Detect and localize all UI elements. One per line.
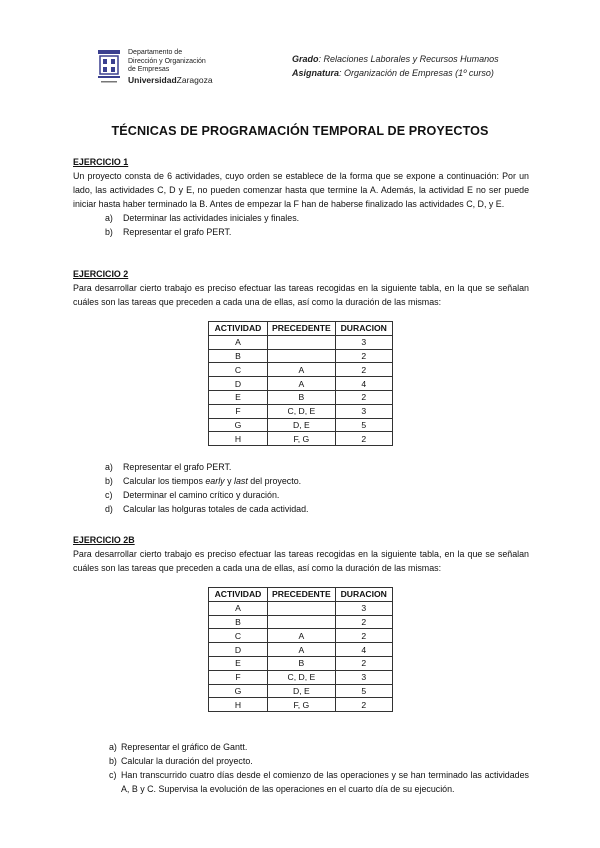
exercise-2b [73, 533, 529, 575]
table-row [209, 390, 393, 404]
column-header: DURACION [335, 588, 392, 602]
duration-cell: 2 [335, 629, 392, 643]
grado-line [292, 52, 499, 66]
duration-cell: 4 [335, 377, 392, 391]
table-row [209, 349, 393, 363]
dept-line: Departamento de [128, 49, 183, 56]
item-text-mid: y [224, 476, 234, 486]
duration-cell: 3 [335, 601, 392, 615]
item-letter: d) [105, 504, 113, 514]
precedent-cell: A [268, 363, 336, 377]
item-text: Representar el grafo PERT. [123, 227, 232, 237]
table-header-row [209, 588, 393, 602]
activity-cell: C [209, 363, 268, 377]
item-text: Han transcurrido cuatro días desde el comienzo de las operaciones y se han terminado las actividades A, B y C. Supervisa la evolución de las operaciones en el cuarto día de su ejecución. [121, 770, 529, 794]
precedent-cell: B [268, 656, 336, 670]
exercise-items [73, 740, 529, 796]
grado-label: Grado [292, 54, 319, 64]
exercise-2b-questions [73, 740, 529, 796]
activity-cell: F [209, 670, 268, 684]
activities-table [208, 587, 393, 712]
list-item [73, 211, 529, 225]
item-letter: a) [109, 742, 117, 752]
precedent-cell [268, 601, 336, 615]
precedent-cell: D, E [268, 684, 336, 698]
exercise-text: Un proyecto consta de 6 actividades, cuyo orden se establece de la forma que se expone a continuación: Por un lado, las actividades C, D y E, no pueden comenzar hasta que termine la A. Además, la actividad E no ser puede iniciar hasta haber terminado la B. Antes de empezar la F han de haberse finalizado las actividades C, D, y E. [73, 171, 529, 209]
duration-cell: 4 [335, 643, 392, 657]
activity-cell: A [209, 601, 268, 615]
asignatura-label: Asignatura [292, 68, 340, 78]
precedent-cell: A [268, 377, 336, 391]
item-text-pre: Calcular los tiempos [123, 476, 206, 486]
activity-cell: E [209, 656, 268, 670]
precedent-cell: A [268, 643, 336, 657]
exercise-heading: EJERCICIO 2B [73, 535, 135, 545]
university-crest-icon [96, 48, 122, 88]
item-text: Determinar el camino crítico y duración. [123, 490, 280, 500]
list-item [73, 768, 529, 796]
list-item [73, 754, 529, 768]
precedent-cell [268, 349, 336, 363]
activity-cell: D [209, 643, 268, 657]
exercise-1 [73, 155, 529, 239]
item-letter: c) [105, 490, 113, 500]
duration-cell: 2 [335, 656, 392, 670]
table-row [209, 684, 393, 698]
item-text: Calcular las holguras totales de cada actividad. [123, 504, 309, 514]
duration-cell: 2 [335, 349, 392, 363]
exercise-2 [73, 267, 529, 309]
item-text: Determinar las actividades iniciales y finales. [123, 213, 300, 223]
department-logo [96, 48, 213, 88]
activity-cell: B [209, 349, 268, 363]
table-row [209, 601, 393, 615]
precedent-cell: B [268, 390, 336, 404]
list-item [73, 460, 529, 474]
table-row [209, 643, 393, 657]
precedent-cell [268, 335, 336, 349]
item-letter: a) [105, 213, 113, 223]
activity-cell: F [209, 404, 268, 418]
duration-cell: 3 [335, 404, 392, 418]
column-header: PRECEDENTE [268, 322, 336, 336]
item-letter: b) [109, 756, 117, 766]
precedent-cell: C, D, E [268, 670, 336, 684]
activity-cell: G [209, 684, 268, 698]
duration-cell: 3 [335, 335, 392, 349]
table-row [209, 404, 393, 418]
table-row [209, 629, 393, 643]
exercise-items [73, 460, 529, 516]
item-letter: a) [105, 462, 113, 472]
list-item [73, 740, 529, 754]
table-row [209, 656, 393, 670]
activity-cell: D [209, 377, 268, 391]
table-header-row [209, 322, 393, 336]
duration-cell: 2 [335, 698, 392, 712]
table-row [209, 335, 393, 349]
item-letter: c) [109, 770, 117, 780]
duration-cell: 3 [335, 670, 392, 684]
dept-line: de Empresas [128, 66, 170, 73]
precedent-cell [268, 615, 336, 629]
column-header: ACTIVIDAD [209, 322, 268, 336]
precedent-cell: D, E [268, 418, 336, 432]
activity-cell: H [209, 698, 268, 712]
exercise-items [73, 211, 529, 239]
exercise-text: Para desarrollar cierto trabajo es preciso efectuar las tareas recogidas en la siguiente tabla, en la que se señalan cuáles son las tareas que preceden a cada una de ellas, así como la duración de las mismas: [73, 283, 529, 307]
grado-value: : Relaciones Laborales y Recursos Humanos [318, 54, 499, 64]
duration-cell: 2 [335, 432, 392, 446]
table-row [209, 377, 393, 391]
page-title: TÉCNICAS DE PROGRAMACIÓN TEMPORAL DE PROYECTOS [111, 124, 489, 138]
exercise-heading: EJERCICIO 2 [73, 269, 129, 279]
course-info [292, 52, 499, 80]
dept-line: Dirección y Organización [128, 57, 206, 65]
table-row [209, 698, 393, 712]
item-letter: b) [105, 476, 113, 486]
precedent-cell: C, D, E [268, 404, 336, 418]
column-header: DURACION [335, 322, 392, 336]
list-item [73, 488, 529, 502]
list-item [73, 502, 529, 516]
precedent-cell: F, G [268, 698, 336, 712]
asignatura-line [292, 66, 499, 80]
department-name [128, 48, 213, 86]
duration-cell: 2 [335, 363, 392, 377]
exercise-2-questions [73, 460, 529, 516]
table-row [209, 615, 393, 629]
table-body [209, 335, 393, 445]
activity-cell: H [209, 432, 268, 446]
activities-table [208, 321, 393, 446]
table-row [209, 418, 393, 432]
table-row [209, 432, 393, 446]
duration-cell: 2 [335, 390, 392, 404]
activity-cell: A [209, 335, 268, 349]
duration-cell: 2 [335, 615, 392, 629]
activity-cell: C [209, 629, 268, 643]
precedent-cell: A [268, 629, 336, 643]
duration-cell: 5 [335, 684, 392, 698]
exercise-text: Para desarrollar cierto trabajo es preciso efectuar las tareas recogidas en la siguiente tabla, en la que se señalan cuáles son las tareas que preceden a cada una de ellas, así como la duración de las mismas: [73, 549, 529, 573]
item-text-early: early [205, 476, 225, 486]
item-text-last: last [234, 476, 248, 486]
item-text: Calcular la duración del proyecto. [121, 756, 253, 766]
asignatura-value: : Organización de Empresas (1º curso) [339, 68, 494, 78]
item-text: Representar el gráfico de Gantt. [121, 742, 248, 752]
precedent-cell: F, G [268, 432, 336, 446]
column-header: PRECEDENTE [268, 588, 336, 602]
item-text: Representar el grafo PERT. [123, 462, 232, 472]
item-letter: b) [105, 227, 113, 237]
activity-cell: G [209, 418, 268, 432]
activity-cell: E [209, 390, 268, 404]
list-item [73, 474, 529, 488]
item-text-post: del proyecto. [247, 476, 302, 486]
university-name: UniversidadZaragoza [128, 74, 213, 85]
column-header: ACTIVIDAD [209, 588, 268, 602]
table-row [209, 363, 393, 377]
exercise-heading: EJERCICIO 1 [73, 157, 129, 167]
duration-cell: 5 [335, 418, 392, 432]
list-item [73, 225, 529, 239]
table-body [209, 601, 393, 711]
table-row [209, 670, 393, 684]
activity-cell: B [209, 615, 268, 629]
